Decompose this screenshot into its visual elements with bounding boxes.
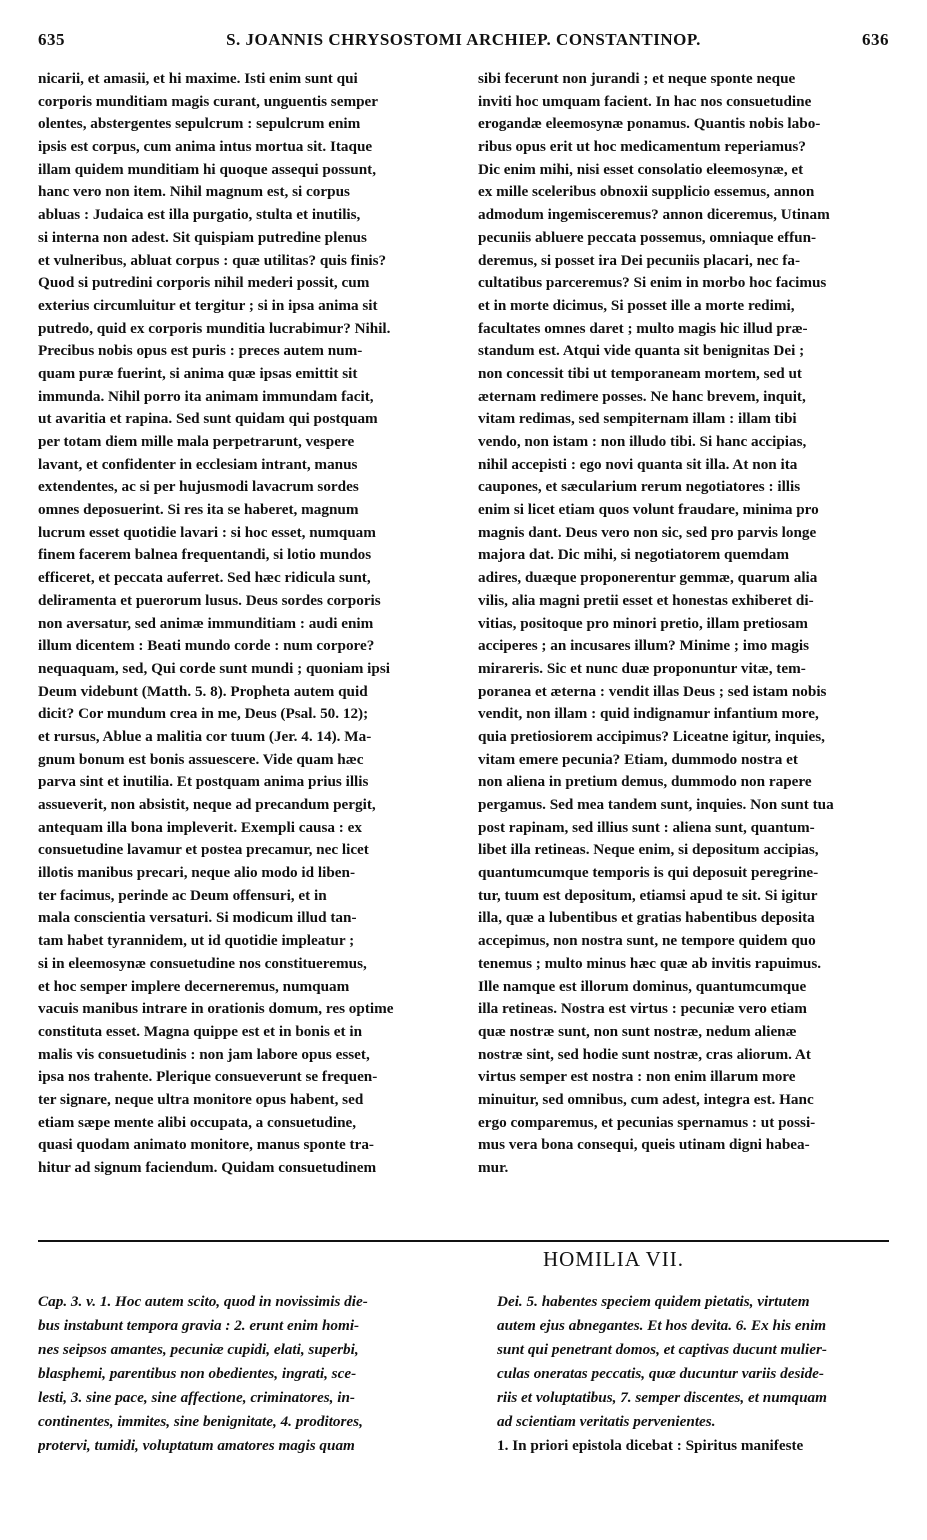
passage-line: protervi, tumidi, voluptatum amatores magis quam: [38, 1437, 355, 1454]
text-line: nequaquam, sed, Qui corde sunt mundi ; quoniam ipsi: [38, 659, 390, 677]
passage-line: continentes, immites, sine benignitate, 4. proditores,: [38, 1413, 363, 1430]
text-line: ut avaritia et rapina. Sed sunt quidam qui postquam: [38, 410, 378, 428]
passage-line: 1. In priori epistola dicebat : Spiritus manifeste: [497, 1437, 804, 1454]
text-line: parva sint et inutilia. Et postquam anima prius illis: [38, 773, 369, 791]
text-line: ergo comparemus, et pecunias spernamus : ut possi-: [478, 1113, 816, 1131]
text-line: et rursus, Ablue a malitia cor tuum (Jer. 4. 14). Ma-: [38, 727, 372, 745]
text-line: quasi quodam animato monitore, manus sponte tra-: [38, 1136, 374, 1154]
passage-line: Dei. 5. habentes speciem quidem pietatis, virtutem: [497, 1293, 810, 1310]
text-line: cultatibus parceremus? Si enim in morbo hoc facimus: [478, 274, 827, 292]
text-line: vitias, positoque pro minori pretio, illam pretiosam: [478, 614, 808, 632]
text-line: deliramenta et puerorum lusus. Deus sordes corporis: [38, 591, 381, 609]
text-line: nicarii, et amasii, et hi maxime. Isti enim sunt qui: [38, 70, 358, 87]
text-line: immunda. Nihil porro ita animam immundam facit,: [38, 387, 374, 405]
passage-line: autem ejus abnegantes. Et hos devita. 6. Ex his enim: [497, 1317, 827, 1334]
text-line: vitam emere pecunia? Etiam, dummodo nostra et: [478, 750, 798, 768]
text-line: finem facerem balnea frequentandi, si lotio mundos: [38, 546, 372, 564]
text-line: vacuis manibus intrare in orationis domum, res optime: [38, 1000, 394, 1018]
homily-heading: HOMILIA VII.: [542, 1247, 685, 1271]
text-line: nihil accepisti : ego novi quanta sit illa. At non ita: [478, 455, 798, 473]
text-line: malis vis consuetudinis : non jam labore opus esset,: [38, 1045, 370, 1063]
text-line: nostræ sint, sed hodie sunt nostræ, cras aliorum. At: [478, 1045, 811, 1063]
text-line: sibi fecerunt non jurandi ; et neque sponte neque: [478, 70, 796, 87]
passage-line: culas oneratas peccatis, quæ ducuntur variis deside-: [497, 1365, 824, 1382]
text-line: caupones, et sæcularium rerum negotiatores : illis: [478, 478, 801, 496]
passage-line: ad scientiam veritatis pervenientes.: [497, 1413, 716, 1430]
text-line: non aversatur, sed animæ immunditiam : audi enim: [38, 614, 374, 632]
text-line: quantumcumque temporis is qui deposuit peregrine-: [478, 864, 819, 882]
text-line: æternam redimere posses. Ne hanc brevem, inquit,: [478, 387, 806, 405]
text-line: ter signare, neque ultra monitore opus habent, sed: [38, 1090, 364, 1108]
text-line: enim si licet etiam quos volunt fraudare, minima pro: [478, 501, 819, 519]
text-line: putredo, quid ex corporis munditia lucrabimur? Nihil.: [38, 319, 391, 337]
text-line: Quod si putredini corporis nihil mederi possit, cum: [38, 274, 370, 292]
text-line: admodum ingemisceremus? annon diceremus, Utinam: [478, 206, 830, 224]
passage-line: Cap. 3. v. 1. Hoc autem scito, quod in novissimis die-: [38, 1293, 368, 1310]
text-line: ipsa nos trahente. Plerique consueverunt se frequen-: [38, 1068, 378, 1086]
text-line: poranea et æterna : vendit illas Deus ; sed istam nobis: [478, 682, 827, 700]
text-line: tur, tuum est depositum, etiamsi apud te sit. Si igitur: [478, 886, 818, 904]
passage-line: sunt qui penetrant domos, et captivas ducunt mulier-: [497, 1341, 827, 1358]
text-line: vitam redimas, sed sempiternam illam : illam tibi: [478, 410, 797, 428]
text-line: standum est. Atqui vide quanta sit benignitas Dei ;: [478, 342, 805, 360]
text-line: si in eleemosynæ consuetudine nos constitueremus,: [38, 954, 367, 972]
text-line: Deum videbunt (Matth. 5. 8). Propheta autem quid: [38, 682, 368, 700]
text-line: illotis manibus precari, neque alio modo id liben-: [38, 864, 356, 882]
text-line: minuitur, sed omnibus, cum adest, integra est. Hanc: [478, 1090, 814, 1108]
text-line: lavant, et confidenter in ecclesiam intrant, manus: [38, 455, 358, 473]
text-line: illam quidem munditiam hi quoque assequi possunt,: [38, 160, 377, 178]
text-line: ex mille sceleribus obnoxii supplicio essemus, annon: [478, 183, 815, 201]
passage-line: riis et voluptatibus, 7. semper discentes, et numquam: [497, 1389, 827, 1406]
text-line: omnes deposuerint. Si res ita se haberet, magnum: [38, 501, 359, 519]
text-line: vendit, non illam : quid indignamur infantium more,: [478, 705, 819, 723]
text-line: quam puræ fuerint, si anima quæ ipsas emittit sit: [38, 364, 358, 382]
text-line: dicit? Cor mundum crea in me, Deus (Psal. 50. 12);: [38, 705, 369, 723]
text-line: olentes, abstergentes sepulcrum : sepulcrum enim: [38, 115, 361, 133]
text-line: mirareris. Sic et nunc duæ proponuntur vitæ, tem-: [478, 659, 806, 677]
page-number-right: 636: [862, 30, 889, 49]
text-line: exterius circumluitur et tergitur ; si in ipsa anima sit: [38, 296, 378, 314]
text-line: hitur ad signum faciendum. Quidam consuetudinem: [38, 1159, 377, 1176]
text-line: facultates omnes daret ; multo magis hic illud præ-: [478, 319, 808, 337]
scripture-passage-right: [497, 1290, 897, 1458]
right-text-column: [478, 68, 898, 1180]
text-line: quæ nostræ sunt, non sunt nostræ, nedum alienæ: [478, 1022, 797, 1040]
text-line: lucrum esset quotidie lavari : si hoc esset, numquam: [38, 523, 376, 541]
text-line: ter facimus, perinde ac Deum offensuri, et in: [38, 886, 327, 904]
text-line: et vulneribus, abluat corpus : quæ utilitas? quis finis?: [38, 251, 387, 269]
text-line: vendo, non istam : non illudo tibi. Si hanc accipias,: [478, 433, 807, 450]
text-line: non aliena in pretium demus, dummodo non rapere: [478, 773, 812, 791]
text-line: quia pretiosiorem accipimus? Liceatne igitur, inquies,: [478, 727, 825, 745]
text-line: pecuniis abluere peccata possemus, omniaque effun-: [478, 228, 817, 246]
text-line: gnum bonum est bonis assuescere. Vide quam hæc: [38, 750, 364, 768]
text-line: mus vera bona consequi, queis utinam digni habea-: [478, 1136, 810, 1154]
text-line: majora dat. Dic mihi, si negotiatorem quemdam: [478, 546, 790, 564]
passage-line: blasphemi, parentibus non obedientes, ingrati, sce-: [38, 1365, 357, 1382]
left-text-column: [38, 68, 458, 1180]
passage-line: lesti, 3. sine pace, sine affectione, criminatores, in-: [38, 1389, 355, 1406]
scripture-passage-left: [38, 1290, 458, 1458]
text-line: illa, quæ a lubentibus et gratias habentibus deposita: [478, 909, 815, 927]
text-line: post rapinam, sed illius sunt : aliena sunt, quantum-: [478, 818, 815, 836]
text-line: Precibus nobis opus est puris : preces autem num-: [38, 342, 363, 360]
text-line: pergamus. Sed mea tandem sunt, inquies. Non sunt tua: [478, 796, 834, 813]
text-line: extendentes, ac si per hujusmodi lavacrum sordes: [38, 478, 359, 496]
text-line: assueverit, non absistit, neque ad precandum pergit,: [38, 796, 376, 813]
text-line: ribus opus erit ut hoc medicamentum reperiamus?: [478, 138, 806, 156]
text-line: ipsis est corpus, cum anima intus mortua sit. Itaque: [38, 138, 373, 156]
text-line: corporis munditiam magis curant, unguentis semper: [38, 92, 379, 110]
text-line: illum dicentem : Beati mundo corde : num corpore?: [38, 637, 375, 655]
text-line: vilis, alia magni pretii esset et honestas exhiberet di-: [478, 591, 814, 609]
text-line: non concessit tibi ut temporaneam mortem, sed ut: [478, 364, 802, 382]
running-title: S. JOANNIS CHRYSOSTOMI ARCHIEP. CONSTANTINOP.: [226, 30, 701, 49]
text-line: etiam sæpe mente alibi occupata, a consuetudine,: [38, 1113, 357, 1131]
text-line: et hoc semper implere decerneremus, numquam: [38, 977, 350, 995]
text-line: et in morte dicimus, Si posset ille a morte redimi,: [478, 296, 795, 314]
text-line: tam habet tyrannidem, ut id quotidie impleatur ;: [38, 932, 355, 950]
text-line: libet illa retineas. Neque enim, si depositum accipias,: [478, 841, 819, 859]
section-divider-rule: [38, 1240, 889, 1242]
text-line: mala conscientia versaturi. Si modicum illud tan-: [38, 909, 357, 927]
text-line: accepimus, non nostra sunt, ne tempore quidem quo: [478, 932, 816, 950]
text-line: tenemus ; multo minus hæc quæ ab invitis rapuimus.: [478, 954, 822, 972]
text-line: Dic enim mihi, nisi esset consolatio eleemosynæ, et: [478, 160, 804, 178]
text-line: inviti hoc umquam facient. In hac nos consuetudine: [478, 92, 812, 110]
text-line: adires, duæque proponerentur gemmæ, quarum alia: [478, 569, 818, 587]
text-line: mur.: [478, 1159, 509, 1176]
text-line: erogandæ eleemosynæ ponamus. Quantis nobis labo-: [478, 115, 821, 133]
text-line: efficeret, et peccata auferret. Sed hæc ridicula sunt,: [38, 569, 371, 587]
text-line: illa retineas. Nostra est virtus : pecuniæ vero etiam: [478, 1000, 807, 1018]
text-line: deremus, si posset ira Dei pecuniis placari, nec fa-: [478, 251, 801, 269]
running-header: [38, 30, 889, 60]
text-line: abluas : Judaica est illa purgatio, stulta et inutilis,: [38, 206, 361, 224]
text-line: per totam diem mille mala perpetrarunt, vespere: [38, 433, 355, 450]
text-line: constituta esset. Magna quippe est et in bonis et in: [38, 1022, 363, 1040]
text-line: acciperes ; an incusares illum? Minime ; imo magis: [478, 637, 810, 655]
text-line: antequam illa bona impleverit. Exempli causa : ex: [38, 818, 362, 836]
page-number-left: 635: [38, 30, 65, 49]
text-line: hanc vero non item. Nihil magnum est, si corpus: [38, 183, 350, 201]
text-line: virtus semper est nostra : non enim illarum more: [478, 1068, 796, 1086]
text-line: consuetudine lavamur et postea precamur, nec licet: [38, 841, 369, 859]
text-line: magnis dant. Deus vero non sic, sed pro parvis longe: [478, 523, 817, 541]
text-line: Ille namque est illorum dominus, quantumcumque: [478, 977, 807, 995]
passage-line: nes seipsos amantes, pecuniæ cupidi, elati, superbi,: [38, 1341, 359, 1358]
passage-line: bus instabunt tempora gravia : 2. erunt enim homi-: [38, 1317, 360, 1334]
text-line: si interna non adest. Sit quispiam putredine plenus: [38, 228, 367, 246]
